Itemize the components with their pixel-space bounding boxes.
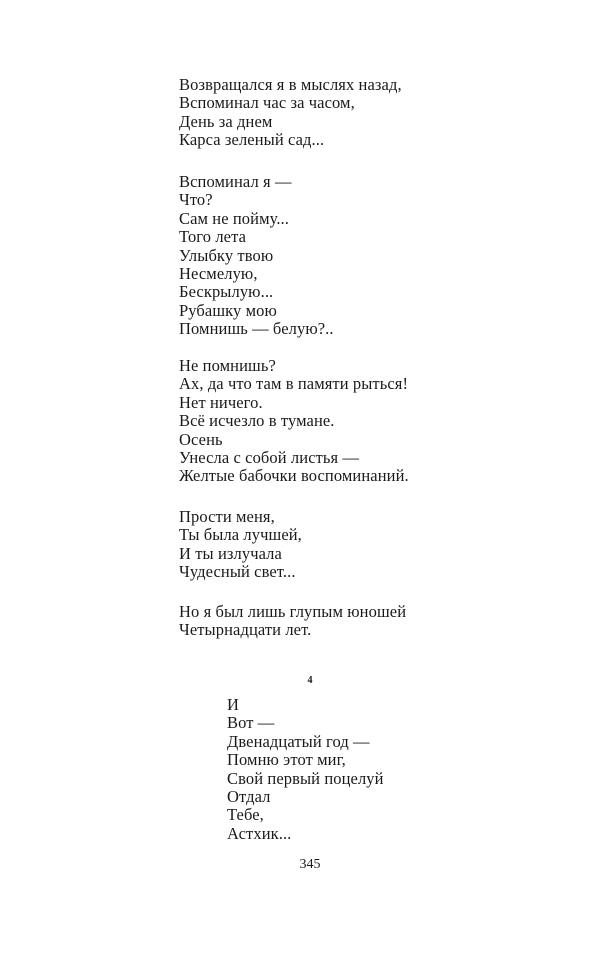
stanza-4 — [179, 508, 302, 582]
poem-line: Всё исчезло в тумане. — [179, 411, 335, 431]
poem-line: Тебе, — [227, 805, 264, 825]
poem-line: Четырнадцати лет. — [179, 620, 312, 640]
stanza-5 — [179, 603, 406, 640]
poem-line: Не помнишь? — [179, 356, 276, 375]
poem-line: Вспоминал час за часом, — [179, 93, 355, 113]
poem-line: Двенадцатый год — — [227, 731, 370, 751]
poem-line: Вот — — [227, 713, 275, 733]
poem-line: Унесла с собой листья — — [179, 448, 360, 468]
poem-line: Астхик... — [227, 823, 292, 843]
poem-line: И — [227, 695, 240, 714]
poem-line: Нет ничего. — [179, 392, 263, 412]
poem-line: Что? — [179, 190, 213, 210]
poem-line: Того лета — [179, 227, 247, 247]
poem-line: Бескрылую... — [179, 282, 274, 302]
poem-line: Прости меня, — [179, 507, 275, 526]
stanza-2 — [179, 173, 334, 339]
poem-line: День за днем — [179, 111, 273, 131]
stanza-section-4 — [227, 696, 384, 843]
poem-line: Ты была лучшей, — [179, 525, 302, 545]
poem-line: Несмелую, — [179, 264, 258, 284]
poem-line: И ты излучала — [179, 543, 282, 563]
page-number: 345 — [299, 857, 321, 872]
poem-line: Отдал — [227, 787, 271, 807]
poem-line: Карса зеленый сад... — [179, 130, 325, 150]
poem-line: Сам не пойму... — [179, 208, 289, 228]
poem-line: Улыбку твою — [179, 245, 274, 265]
poem-line: Вспоминал я — — [179, 172, 292, 191]
poem-line: Возвращался я в мыслях назад, — [179, 75, 402, 94]
poem-line: Осень — [179, 429, 223, 449]
poem-line: Ах, да что там в памяти рыться! — [179, 374, 409, 394]
poem-line: Помнишь — белую?.. — [179, 319, 334, 339]
poem-line: Свой первый поцелуй — [227, 768, 384, 788]
poem-line: Рубашку мою — [179, 300, 277, 320]
stanza-3 — [179, 357, 409, 486]
section-number: 4 — [307, 675, 313, 686]
poem-line: Помню этот миг, — [227, 750, 346, 770]
poem-line: Желтые бабочки воспоминаний. — [179, 466, 409, 486]
stanza-1 — [179, 76, 402, 150]
poem-line: Чудесный свет... — [179, 562, 296, 582]
poem-line: Но я был лишь глупым юношей — [179, 602, 407, 621]
